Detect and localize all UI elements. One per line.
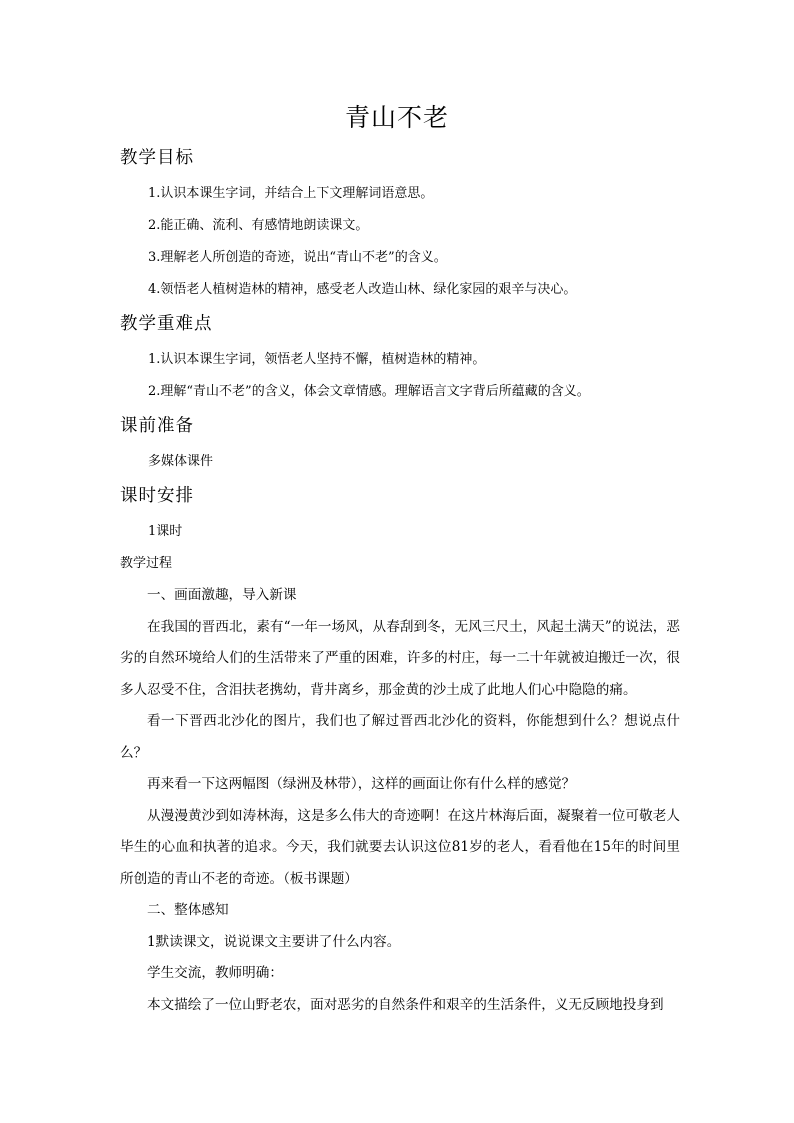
- section-heading-schedule: 课时安排: [120, 486, 194, 506]
- section-heading-objectives: 教学目标: [120, 148, 194, 168]
- process-step: 1默读课文，说说课文主要讲了什么内容。: [147, 933, 401, 950]
- list-item: 2.理解“青山不老”的含义，体会文章情感。理解语言文字背后所蕴藏的含义。: [148, 384, 590, 399]
- document-body: [120, 144, 680, 1021]
- list-item: 1.认识本课生字词，并结合上下文理解词语意思。: [148, 186, 434, 201]
- process-part2-heading: 二、整体感知: [147, 902, 229, 918]
- page-title: 青山不老: [344, 103, 449, 132]
- section-heading-preparation: 课前准备: [120, 416, 194, 436]
- section-heading-key-points: 教学重难点: [120, 314, 213, 334]
- process-step: 学生交流，教师明确：: [147, 965, 283, 981]
- list-item: 1.认识本课生字词，领悟老人坚持不懈，植树造林的精神。: [148, 352, 486, 367]
- paragraph: 在我国的晋西北，素有“一年一场风，从春刮到冬，无风三尺土，风起土满天”的说法，恶劣的自然环境给人们的生活带来了严重的困难，许多的村庄，每一二十年就被迫搬迁一次，很多人忍受不住，含泪扶老携幼，背井离乡，那金黄的沙土成了此地人们心中隐隐的痛。: [120, 618, 680, 698]
- paragraph: 从漫漫黄沙到如涛林海，这是多么伟大的奇迹啊！在这片林海后面，凝聚着一位可敬老人毕生的心血和执著的追求。今天，我们就要去认识这位81岁的老人，看看他在15年的时间里所创造的青山不老的奇迹。（板书课题）: [120, 807, 680, 887]
- list-item: 3.理解老人所创造的奇迹，说出“青山不老”的含义。: [148, 250, 447, 265]
- list-item: 4.领悟老人植树造林的精神，感受老人改造山林、绿化家园的艰辛与决心。: [148, 282, 577, 297]
- list-item: 多媒体课件: [148, 454, 214, 469]
- process-label: 教学过程: [120, 556, 173, 571]
- paragraph: 再来看一下这两幅图（绿洲及林带），这样的画面让你有什么样的感觉？: [147, 776, 576, 792]
- paragraph: 本文描绘了一位山野老农，面对恶劣的自然条件和艰辛的生活条件，义无反顾地投身到: [147, 996, 664, 1013]
- list-item: 2.能正确、流利、有感情地朗读课文。: [148, 218, 369, 233]
- paragraph: 看一下晋西北沙化的图片，我们也了解过晋西北沙化的资料，你能想到什么？想说点什么？: [120, 713, 680, 761]
- process-part1-heading: 一、画面激趣，导入新课: [147, 587, 297, 603]
- list-item: 1课时: [148, 524, 183, 539]
